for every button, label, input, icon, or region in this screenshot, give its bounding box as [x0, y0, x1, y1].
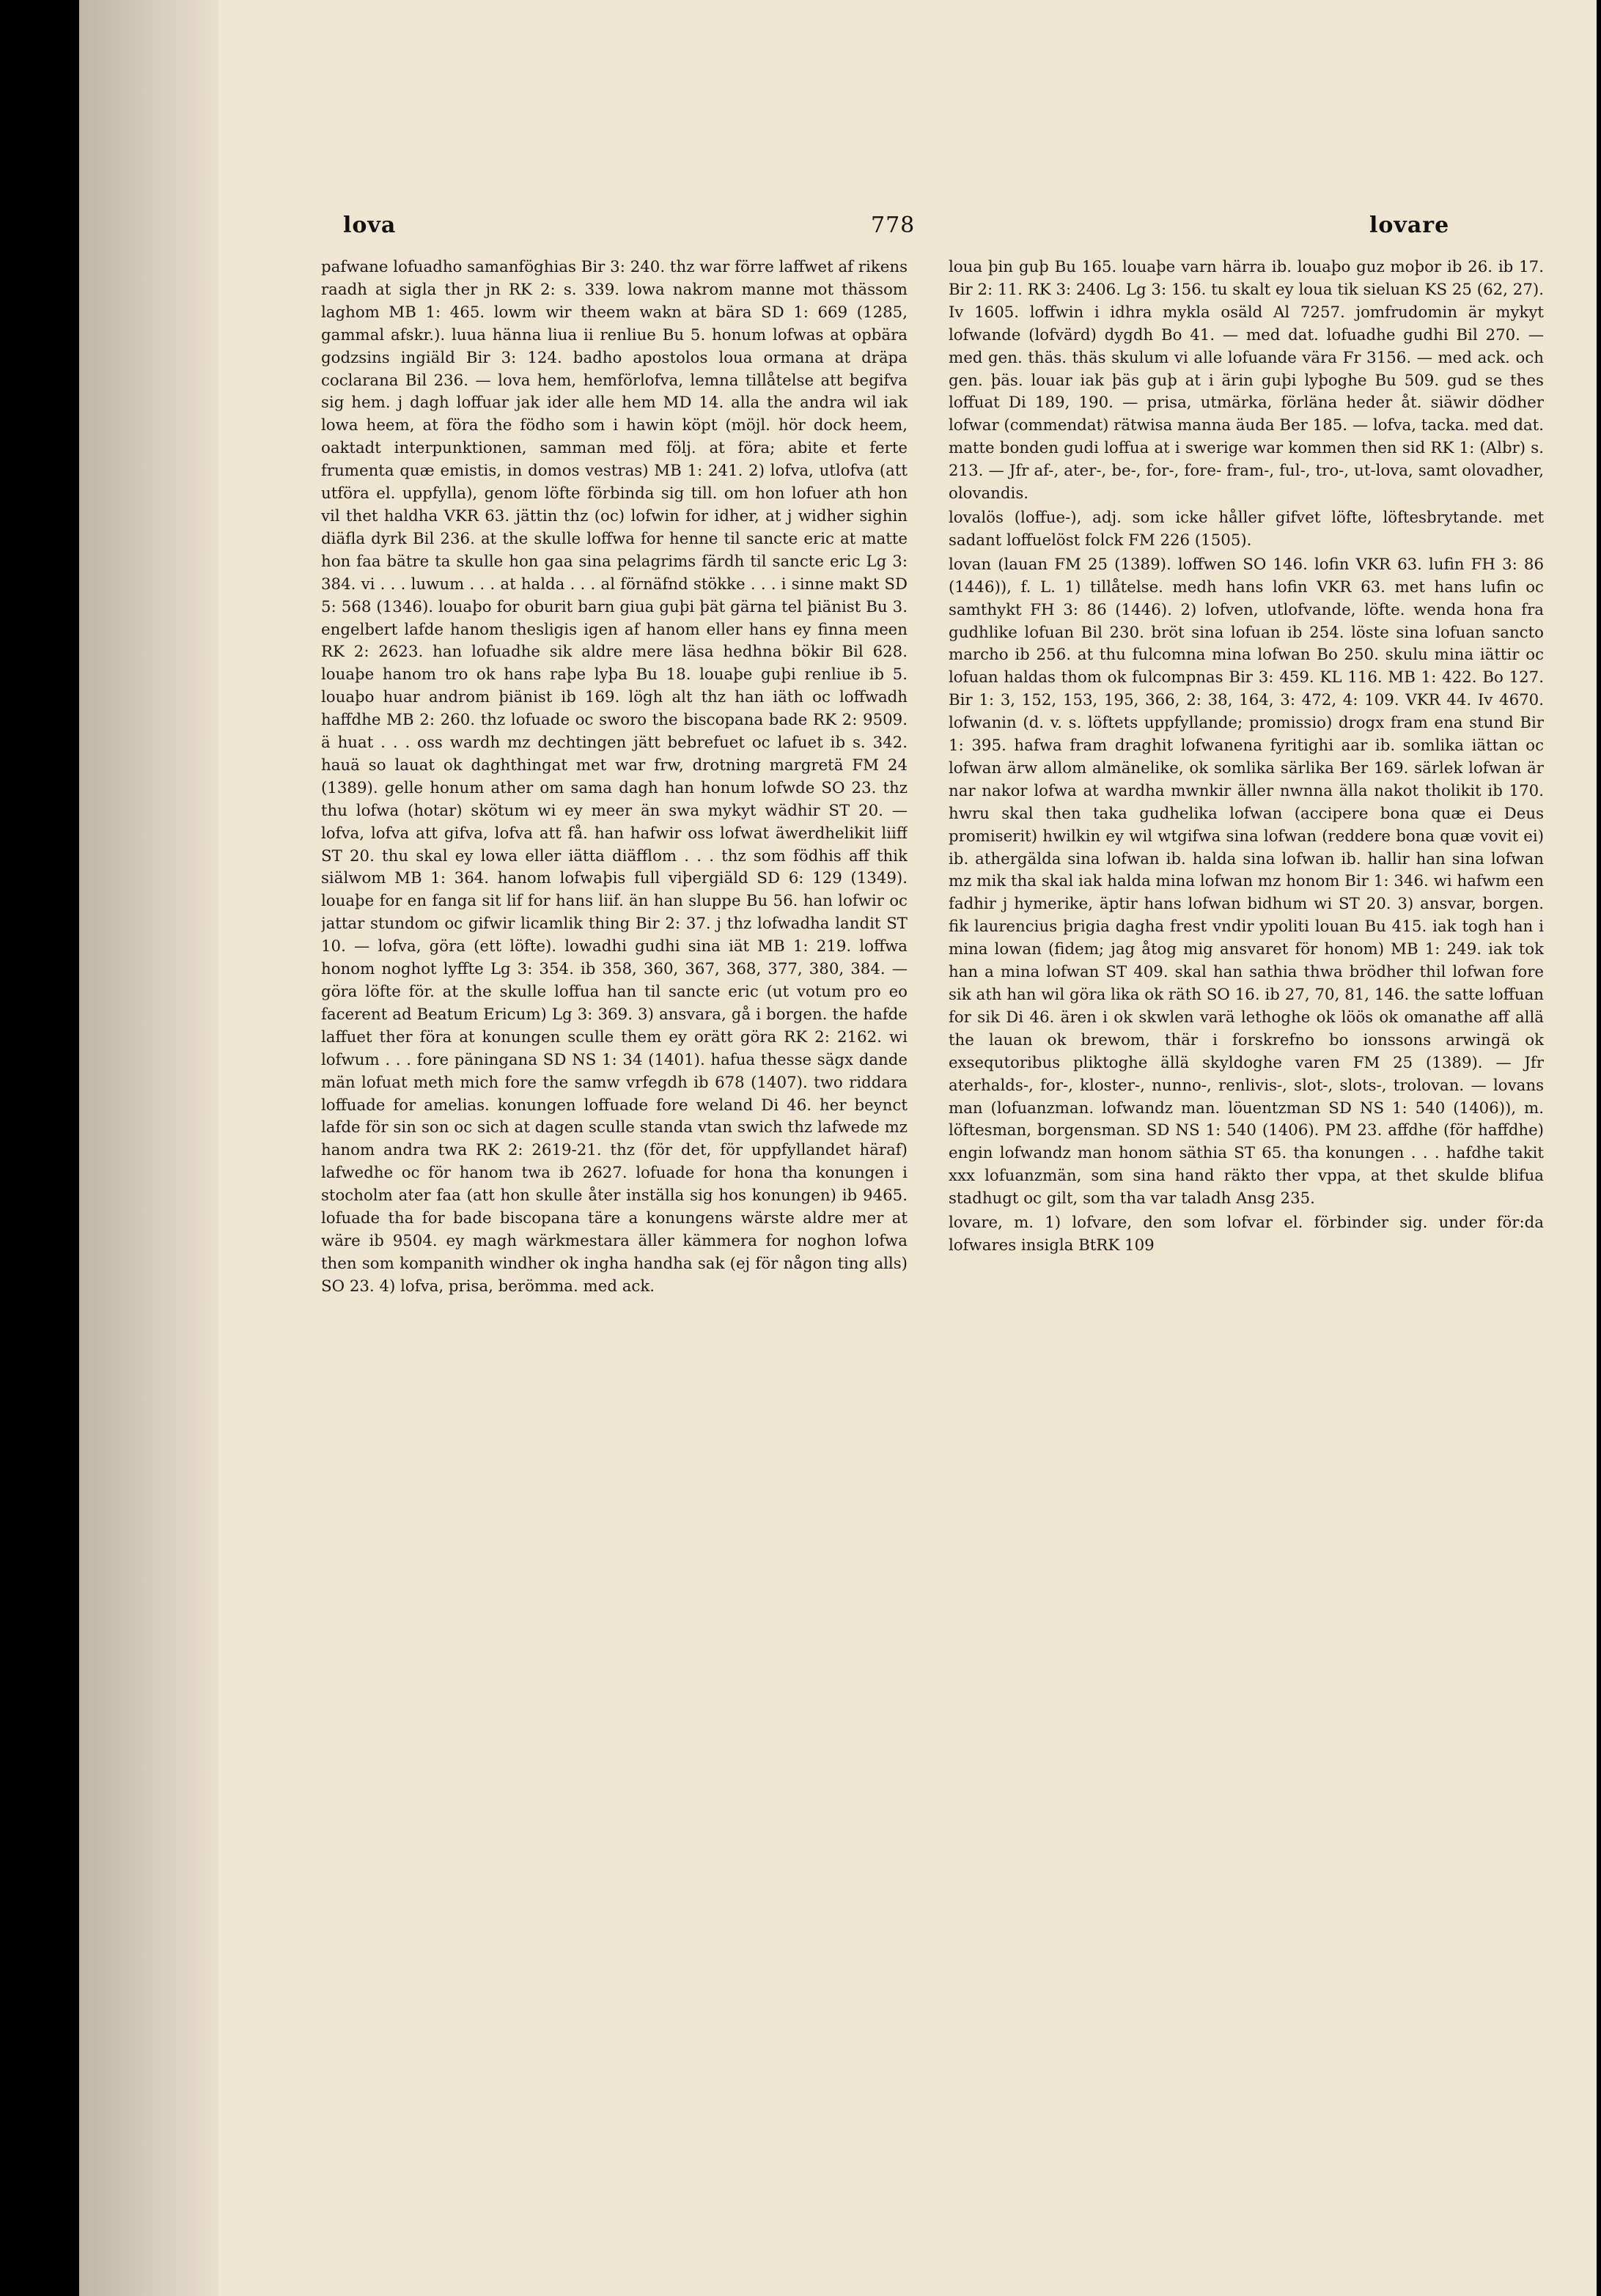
scan-border-right: [1597, 0, 1601, 2296]
header-left-word: lova: [343, 213, 397, 238]
entry-lovalos: lovalös (loffue-), adj. som icke håller gifvet löfte, löftesbrytande. met sadant loffuelöst folck FM 226 (1505).: [949, 508, 1544, 550]
page-gutter-shadow: [79, 0, 218, 2296]
entry-lovan: lovan (lauan FM 25 (1389). loffwen SO 146. lofin VKR 63. lufin FH 3: 86 (1446)), f. L. 1) tillåtelse. medh hans lofin VKR 63. met hans lufin oc samthykt FH 3: 86 (1446). 2) lofven, utlofvande, löfte. wenda hona fra gudhlike lofuan Bil 230. bröt sina lofuan ib 254. löste sina lofuan sancto marcho ib 256. at thu fulcomna mina lofwan Bo 250. skulu mina iättir oc lofuan haldas thom ok fulcompnas Bir 3: 459. KL 116. MB 1: 422. Bo 127. Bir 1: 3, 152, 153, 195, 366, 2: 38, 164, 3: 472, 4: 109. VKR 44. Iv 4670. lofwanin (d. v. s. löftets uppfyllande; promissio) drogx fram ena stund Bir 1: 395. hafwa fram draghit lofwanena fyritighi aar ib. somlika iättan oc lofwan ärw allom almänelike, ok somlika särlika Ber 169. särlek lofwan är nar nakor lofwa at wardha mwnkir äller nwnna älla nakot tholikit ib 170. hwru skal then taka gudhelika lofwan (accipere bona quæ ei Deus promiserit) hwilkin ey wil wtgifwa sina lofwan (reddere bona quæ vovit ei) ib. athergälda sina lofwan ib. halda sina lofwan ib. hallir han sina lofwan mz mik tha skal iak halda mina lofwan mz honom Bir 1: 346. wi hafwm een fadhir j hymerike, äptir hans lofwan bidhum wi ST 20. 3) ansvar, borgen. fik laurencius þrigia dagha frest vndir ypoliti louan Bu 415. iak togh han i mina lowan (fidem; jag åtog mig ansvaret för honom) MB 1: 249. iak tok han a mina lofwan ST 409. skal han sathia thwa brödher thil lofwan fore sik ath han wil göra lika ok räth SO 16. ib 27, 70, 81, 146. the satte loffuan for sik Di 46. ären i ok skwlen varä lethoghe ok löös ok omanathe aff allä the lauan ok brewom, thär i forskrefno bo ionssons arwingä ok exsequtoribus pliktoghe ällä skyldoghe varen FM 25 (1389). — Jfr aterhalds-, for-, kloster-, nunno-, renlivis-, slot-, slots-, trolovan. — lovans man (lofuanzman. lofwandz man. löuentzman SD NS 1: 540 (1406)), m. löftesman, borgensman. SD NS 1: 540 (1406). PM 23. affdhe (för haffdhe) engin lofwandz man honom säthia ST 65. tha konungen . . . hafdhe takit xxx lofuanzmän, som sina hand räkto ther vppa, at thet skulde blifua stadhugt oc gilt, som tha var taladh Ansg 235.: [949, 555, 1544, 1208]
left-column-paragraph: pafwane lofuadho samanföghias Bir 3: 240. thz war förre laffwet af rikens raadh at sigla ther jn RK 2: s. 339. lowa nakrom manne mot thässom laghom MB 1: 465. lowm wir theem wakn at bära SD 1: 669 (1285, gammal afskr.). luua hänna liua ii renliue Bu 5. honum lofwas at opbära godzsins ingiäld Bir 3: 124. badho apostolos loua ormana at dräpa coclarana Bil 236. — lova hem, hemförlofva, lemna tillåtelse att begifva sig hem. j dagh loffuar jak ider alle hem MD 14. alla the andra wil iak lowa heem, at föra the födho som i hawin köpt (möjl. hör dock heem, oaktadt interpunktionen, samman med följ. at föra; abite et ferte frumenta quæ emistis, in domos vestras) MB 1: 241. 2) lofva, utlofva (att utföra el. uppfylla), genom löfte förbinda sig till. om hon lofuer ath hon vil thet haldha VKR 63. jättin thz (oc) lofwin for idher, at j widher sighin diäfla dyrk Bil 236. at the skulle loffwa for henne til sancte eric at matte hon faa bätre ta skulle hon gaa sina pelagrims färdh til sancte eric Lg 3: 384. vi . . . luwum . . . at halda . . . al förnäfnd stökke . . . i sinne makt SD 5: 568 (1346). louaþo for oburit barn giua guþi þät gärna tel þiänist Bu 3. engelbert lafde hanom thesligis igen af hanom eller hans ey finna meen RK 2: 2623. han lofuadhe sik aldre mere läsa hedhna bökir Bil 628. louaþe hanom tro ok hans raþe lyþa Bu 18. louaþe guþi renliue ib 5. louaþo huar androm þiänist ib 169. lögh alt thz han iäth oc loffwadh haffdhe MB 2: 260. thz lofuade oc sworo the biscopana bade RK 2: 9509. ä huat . . . oss wardh mz dechtingen jätt bebrefuet oc lafuet ib s. 342. hauä so lauat ok daghthingat met war frw, drotning margretä FM 24 (1389). gelle honum ather om sama dagh han honum lofwde SO 23. thz thu lofwa (hotar) skötum wi ey meer än swa mykyt wädhir ST 20. — lofva, lofva att gifva, lofva att få. han hafwir oss lofwat äwerdhelikit liiff ST 20. thu skal ey lowa eller iätta diäfflom . . . thz som födhis aff thik siälwom MB 1: 364. hanom lofwaþis full viþergiäld SD 6: 129 (1349). louaþe for en fanga sit lif for hans liif. än han sluppe Bu 56. han lofwir oc jattar stundom oc gifwir licamlik thing Bir 2: 37. j thz lofwadha landit ST 10. — lofva, göra (ett löfte). lowadhi gudhi sina iät MB 1: 219. loffwa honom noghot lyffte Lg 3: 354. ib 358, 360, 367, 368, 377, 380, 384. — göra löfte för. at the skulle loffua han til sancte eric (ut votum pro eo facerent ad Beatum Ericum) Lg 3: 369. 3) ansvara, gå i borgen. the hafde laffuet ther föra at konungen sculle them ey orätt göra RK 2: 2162. wi lofwum . . . fore päningana SD NS 1: 34 (1401). hafua thesse sägx dande män lofuat meth mich fore the samw vrfegdh ib 678 (1407). two riddara loffuade for amelias. konungen loffuade fore weland Di 46. her beynct lafde för sin son oc sich at dagen sculle standa vtan swich thz lafwede mz hanom andra twa RK 2: 2619-21. thz (för det, för uppfyllandet häraf) lafwedhe oc för hanom twa ib 2627. lofuade for hona tha konungen i stocholm ater faa (att hon skulle åter inställa sig hos konungen) ib 9465. lofuade tha for bade biscopana täre a konungens wärste aldre mer at wäre ib 9504. ey magh wärkmestara äller kämmera for noghon lofwa then som kompanith windher ok ingha handha sak (ej för någon ting alls) SO 23. 4) lofva, prisa, berömma. med ack.: [321, 258, 908, 1296]
header-right-word: lovare: [1369, 213, 1450, 238]
scan-border-left: [0, 0, 79, 2296]
page-number: 778: [871, 213, 916, 238]
document-page: [79, 0, 1601, 2296]
right-column-paragraph: loua þin guþ Bu 165. louaþe varn härra ib. louaþo guz moþor ib 26. ib 17. Bir 2: 11. RK 3: 2406. Lg 3: 156. tu skalt ey loua tik sieluan KS 25 (62, 27). Iv 1605. loffwin i idhra mykla osäld Al 7257. jomfrudomin är mykyt lofwande (lofvärd) dygdh Bo 41. — med dat. lofuadhe gudhi Bil 270. — med gen. thäs. thäs skulum vi alle lofuande vära Fr 3156. — med ack. och gen. þäs. louar iak þäs guþ at i ärin guþi lyþoghe Bu 509. gud se thes loffuat Di 189, 190. — prisa, utmärka, förläna heder åt. siäwir dödher lofwar (commendat) rätwisa manna äuda Ber 185. — lofva, tacka. med dat. matte bonden gudi loffua at i swerige war kommen then sid RK 1: (Albr) s. 213. — Jfr af-, ater-, be-, for-, fore- fram-, ful-, tro-, ut-lova, samt olovadher, olovandis.: [949, 258, 1544, 503]
running-header: [79, 213, 1601, 242]
entry-lovare: lovare, m. 1) lofvare, den som lofvar el. förbinder sig. under för:da lofwares insigla BtRK 109: [949, 1214, 1544, 1255]
right-column: [949, 256, 1544, 2221]
left-column: [321, 256, 908, 2221]
